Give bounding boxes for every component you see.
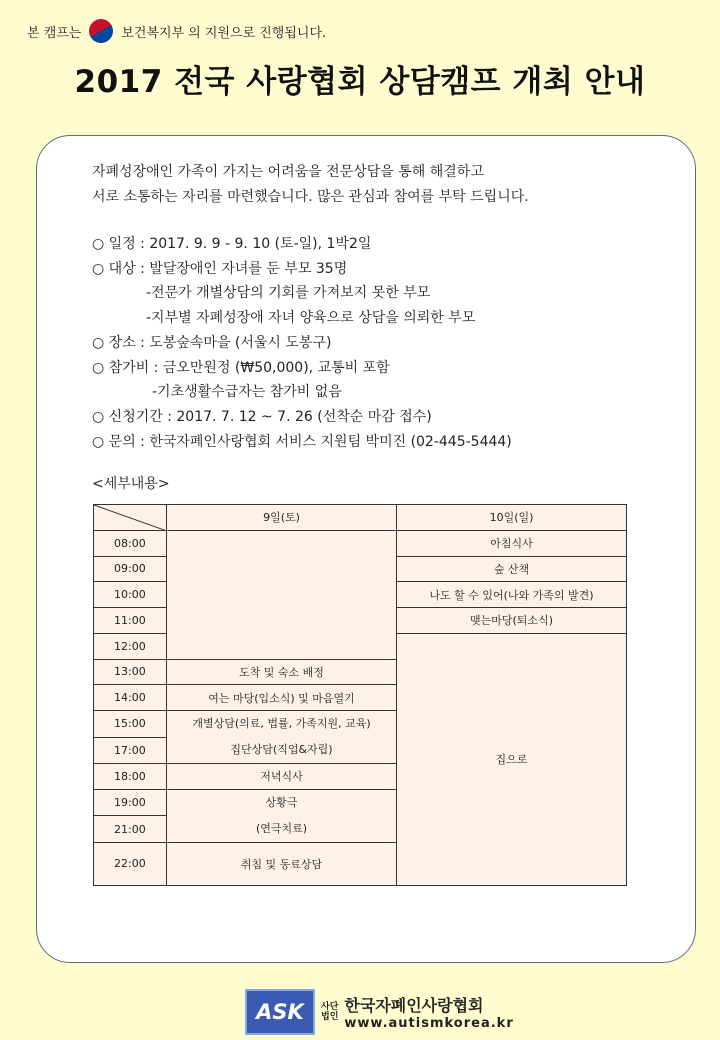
footer-logo	[245, 989, 514, 1035]
event-details	[92, 232, 512, 454]
time-cell: 14:00	[94, 685, 167, 711]
org-info	[344, 993, 513, 1031]
sat-opening-cell: 여는 마당(입소식) 및 마음열기	[167, 685, 397, 711]
detail-target: ○ 대상 : 발달장애인 자녀를 둔 부모 35명	[92, 260, 348, 277]
sun-forest-walk-cell: 숲 산책	[397, 556, 627, 582]
header-day-1: 9일(토)	[167, 505, 397, 531]
sun-closing-cell: 맺는마당(퇴소식)	[397, 608, 627, 634]
sat-morning-empty-cell	[167, 530, 397, 659]
org-type-line-1: 사단	[321, 1002, 339, 1012]
table-header-row	[94, 505, 627, 531]
sat-counseling-individual: 개별상담(의료, 법률, 가족지원, 교육)	[192, 717, 371, 730]
intro-line-2: 서로 소통하는 자리를 마련했습니다. 많은 관심과 참여를 부탁 드립니다.	[92, 189, 529, 205]
sponsor-note-prefix: 본 캠프는	[27, 25, 82, 41]
sat-dinner-cell: 저녁식사	[167, 764, 397, 790]
table-corner-cell	[94, 505, 167, 531]
diagonal-line-icon	[94, 505, 167, 531]
sun-go-home-cell: 집으로	[397, 633, 627, 885]
time-cell: 22:00	[94, 842, 167, 885]
time-cell: 19:00	[94, 789, 167, 816]
time-cell: 12:00	[94, 633, 167, 659]
sat-drama-title: 상황극	[265, 795, 298, 809]
detail-target-sub-2: -지부별 자폐성장애 자녀 양육으로 상담을 의뢰한 부모	[146, 310, 476, 327]
org-url: www.autismkorea.kr	[344, 1016, 514, 1031]
sat-drama-subtitle: (연극치료)	[255, 821, 308, 835]
time-cell: 21:00	[94, 816, 167, 843]
sun-can-do-cell: 나도 할 수 있어(나와 가족의 발견)	[397, 582, 627, 608]
detail-contact: ○ 문의 : 한국자폐인사랑협회 서비스 지원팀 박미진 (02-445-5444)	[92, 433, 512, 450]
intro-paragraph	[92, 160, 529, 210]
time-cell: 18:00	[94, 764, 167, 790]
page-title: 2017 전국 사랑협회 상담캠프 개최 안내	[74, 64, 646, 100]
sat-sleep-cell: 취침 및 동료상담	[167, 842, 397, 885]
org-type-tag	[321, 1002, 338, 1022]
sat-drama-cell	[167, 789, 397, 842]
header-day-2: 10일(일)	[397, 505, 627, 531]
org-name: 한국자폐인사랑협회	[344, 996, 484, 1015]
time-cell: 10:00	[94, 582, 167, 608]
org-type-line-2: 법인	[321, 1012, 339, 1022]
sat-counseling-cell	[167, 711, 397, 764]
sat-arrival-cell: 도착 및 숙소 배정	[167, 659, 397, 685]
time-cell: 09:00	[94, 556, 167, 582]
schedule-table	[93, 504, 627, 886]
time-cell: 17:00	[94, 737, 167, 764]
detail-apply-period: ○ 신청기간 : 2017. 7. 12 ~ 7. 26 (선착순 마감 접수)	[92, 408, 432, 425]
detail-fee-sub: -기초생활수급자는 참가비 없음	[152, 384, 342, 401]
sponsor-ministry: 보건복지부	[121, 25, 185, 41]
ask-logo: ASK	[245, 989, 315, 1035]
sun-breakfast-cell: 아침식사	[397, 530, 627, 556]
detail-place: ○ 장소 : 도봉숲속마을 (서울시 도봉구)	[92, 334, 332, 351]
time-cell: 08:00	[94, 530, 167, 556]
schedule-heading: <세부내용>	[92, 476, 170, 492]
time-cell: 15:00	[94, 711, 167, 738]
detail-fee: ○ 참가비 : 금오만원정 (₩50,000), 교통비 포함	[92, 359, 390, 376]
content-card	[36, 135, 696, 963]
sponsor-note-suffix: 의 지원으로 진행됩니다.	[188, 25, 327, 41]
table-row	[94, 530, 627, 556]
sat-counseling-group: 집단상담(직업&자립)	[230, 743, 333, 756]
government-emblem-icon	[85, 15, 118, 48]
detail-target-sub-1: -전문가 개별상담의 기회를 가져보지 못한 부모	[146, 285, 431, 302]
time-cell: 11:00	[94, 608, 167, 634]
sponsor-note	[27, 19, 326, 43]
intro-line-1: 자폐성장애인 가족이 가지는 어려움을 전문상담을 통해 해결하고	[92, 164, 484, 180]
time-cell: 13:00	[94, 659, 167, 685]
detail-schedule: ○ 일정 : 2017. 9. 9 - 9. 10 (토-일), 1박2일	[92, 236, 372, 252]
